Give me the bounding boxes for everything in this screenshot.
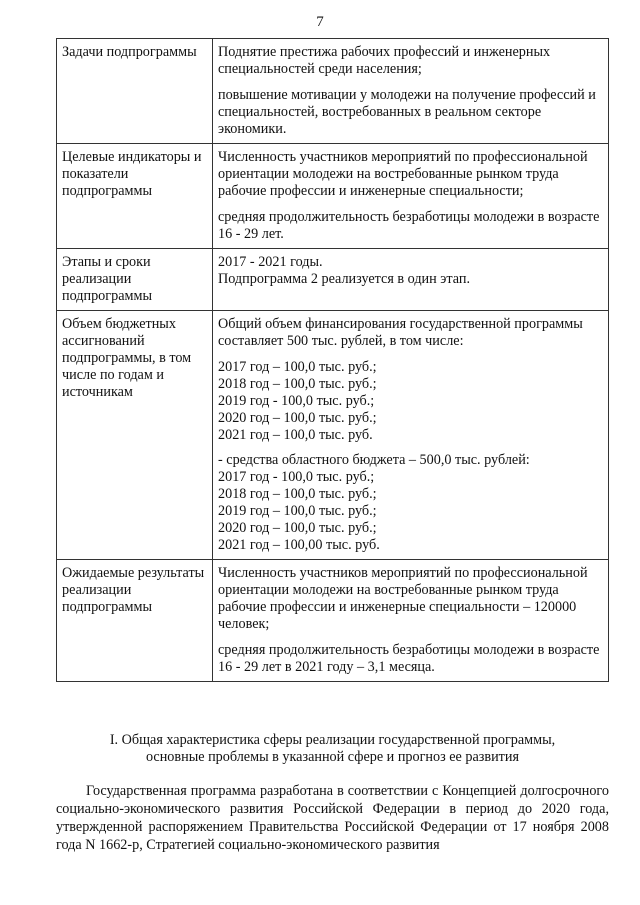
cell-paragraph: Численность участников мероприятий по профессиональной ориентации молодежи на востребованные рынком труда рабочие профессии и инженерные специальности – 120000 человек; [218,565,588,632]
page-number: 7 [316,14,324,30]
budget-year-line: 2019 год - 100,0 тыс. руб.; [218,393,375,409]
budget-year-line: 2021 год – 100,0 тыс. руб. [218,427,373,443]
section-heading-line: I. Общая характеристика сферы реализации государственной программы, [109,732,556,748]
regional-year-line: 2018 год – 100,0 тыс. руб.; [218,486,377,502]
table-row [57,560,609,682]
budget-year-line: 2020 год – 100,0 тыс. руб.; [218,410,377,426]
budget-intro: Общий объем финансирования государственной программы составляет 500 тыс. рублей, в том числе: [218,316,583,349]
cell-paragraph: Численность участников мероприятий по профессиональной ориентации молодежи на востребованные рынком труда рабочие профессии и инженерные специальности; [218,149,588,199]
row-label-tasks: Задачи подпрограммы [57,39,213,144]
row-label-indicators: Целевые индикаторы и показатели подпрограммы [57,144,213,249]
table-row [57,39,609,144]
section-heading-line: основные проблемы в указанной сфере и прогноз ее развития [145,749,520,765]
regional-year-line: 2021 год – 100,00 тыс. руб. [218,537,380,553]
row-value-tasks [213,39,609,144]
regional-year-line: 2017 год - 100,0 тыс. руб.; [218,469,375,485]
row-value-budget [213,311,609,560]
cell-paragraph: средняя продолжительность безработицы молодежи в возрасте 16 - 29 лет. [218,209,600,242]
row-value-results [213,560,609,682]
cell-line: 2017 - 2021 годы. [218,254,323,270]
cell-line: Подпрограмма 2 реализуется в один этап. [218,271,470,287]
row-label-stages: Этапы и сроки реализации подпрограммы [57,249,213,311]
regional-year-line: 2019 год – 100,0 тыс. руб.; [218,503,377,519]
body-paragraph: Государственная программа разработана в соответствии с Концепцией долгосрочного социально-экономического развития Российской Федерации в период до 2020 года, утвержденной распоряжением Правительства Российской Федерации от 17 ноября 2008 года N 1662-р, Стратегией социально-экономического развития [56,783,609,853]
table-row [57,249,609,311]
regional-year-line: 2020 год – 100,0 тыс. руб.; [218,520,377,536]
row-label-budget: Объем бюджетных ассигнований подпрограммы, в том числе по годам и источникам [57,311,213,560]
subprogram-passport-table [56,38,609,682]
budget-year-line: 2017 год – 100,0 тыс. руб.; [218,359,377,375]
table-row [57,144,609,249]
row-value-stages [213,249,609,311]
cell-paragraph: средняя продолжительность безработицы молодежи в возрасте 16 - 29 лет в 2021 году – 3,1 месяца. [218,642,600,675]
regional-budget-intro: - средства областного бюджета – 500,0 тыс. рублей: [218,452,530,468]
cell-paragraph: повышение мотивации у молодежи на получение профессий и специальностей, востребованных в реальном секторе экономики. [218,87,596,137]
cell-paragraph: Поднятие престижа рабочих профессий и инженерных специальностей среди населения; [218,44,551,77]
section-heading [56,732,609,766]
table-row [57,311,609,560]
row-value-indicators [213,144,609,249]
budget-year-line: 2018 год – 100,0 тыс. руб.; [218,376,377,392]
row-label-results: Ожидаемые результаты реализации подпрограммы [57,560,213,682]
